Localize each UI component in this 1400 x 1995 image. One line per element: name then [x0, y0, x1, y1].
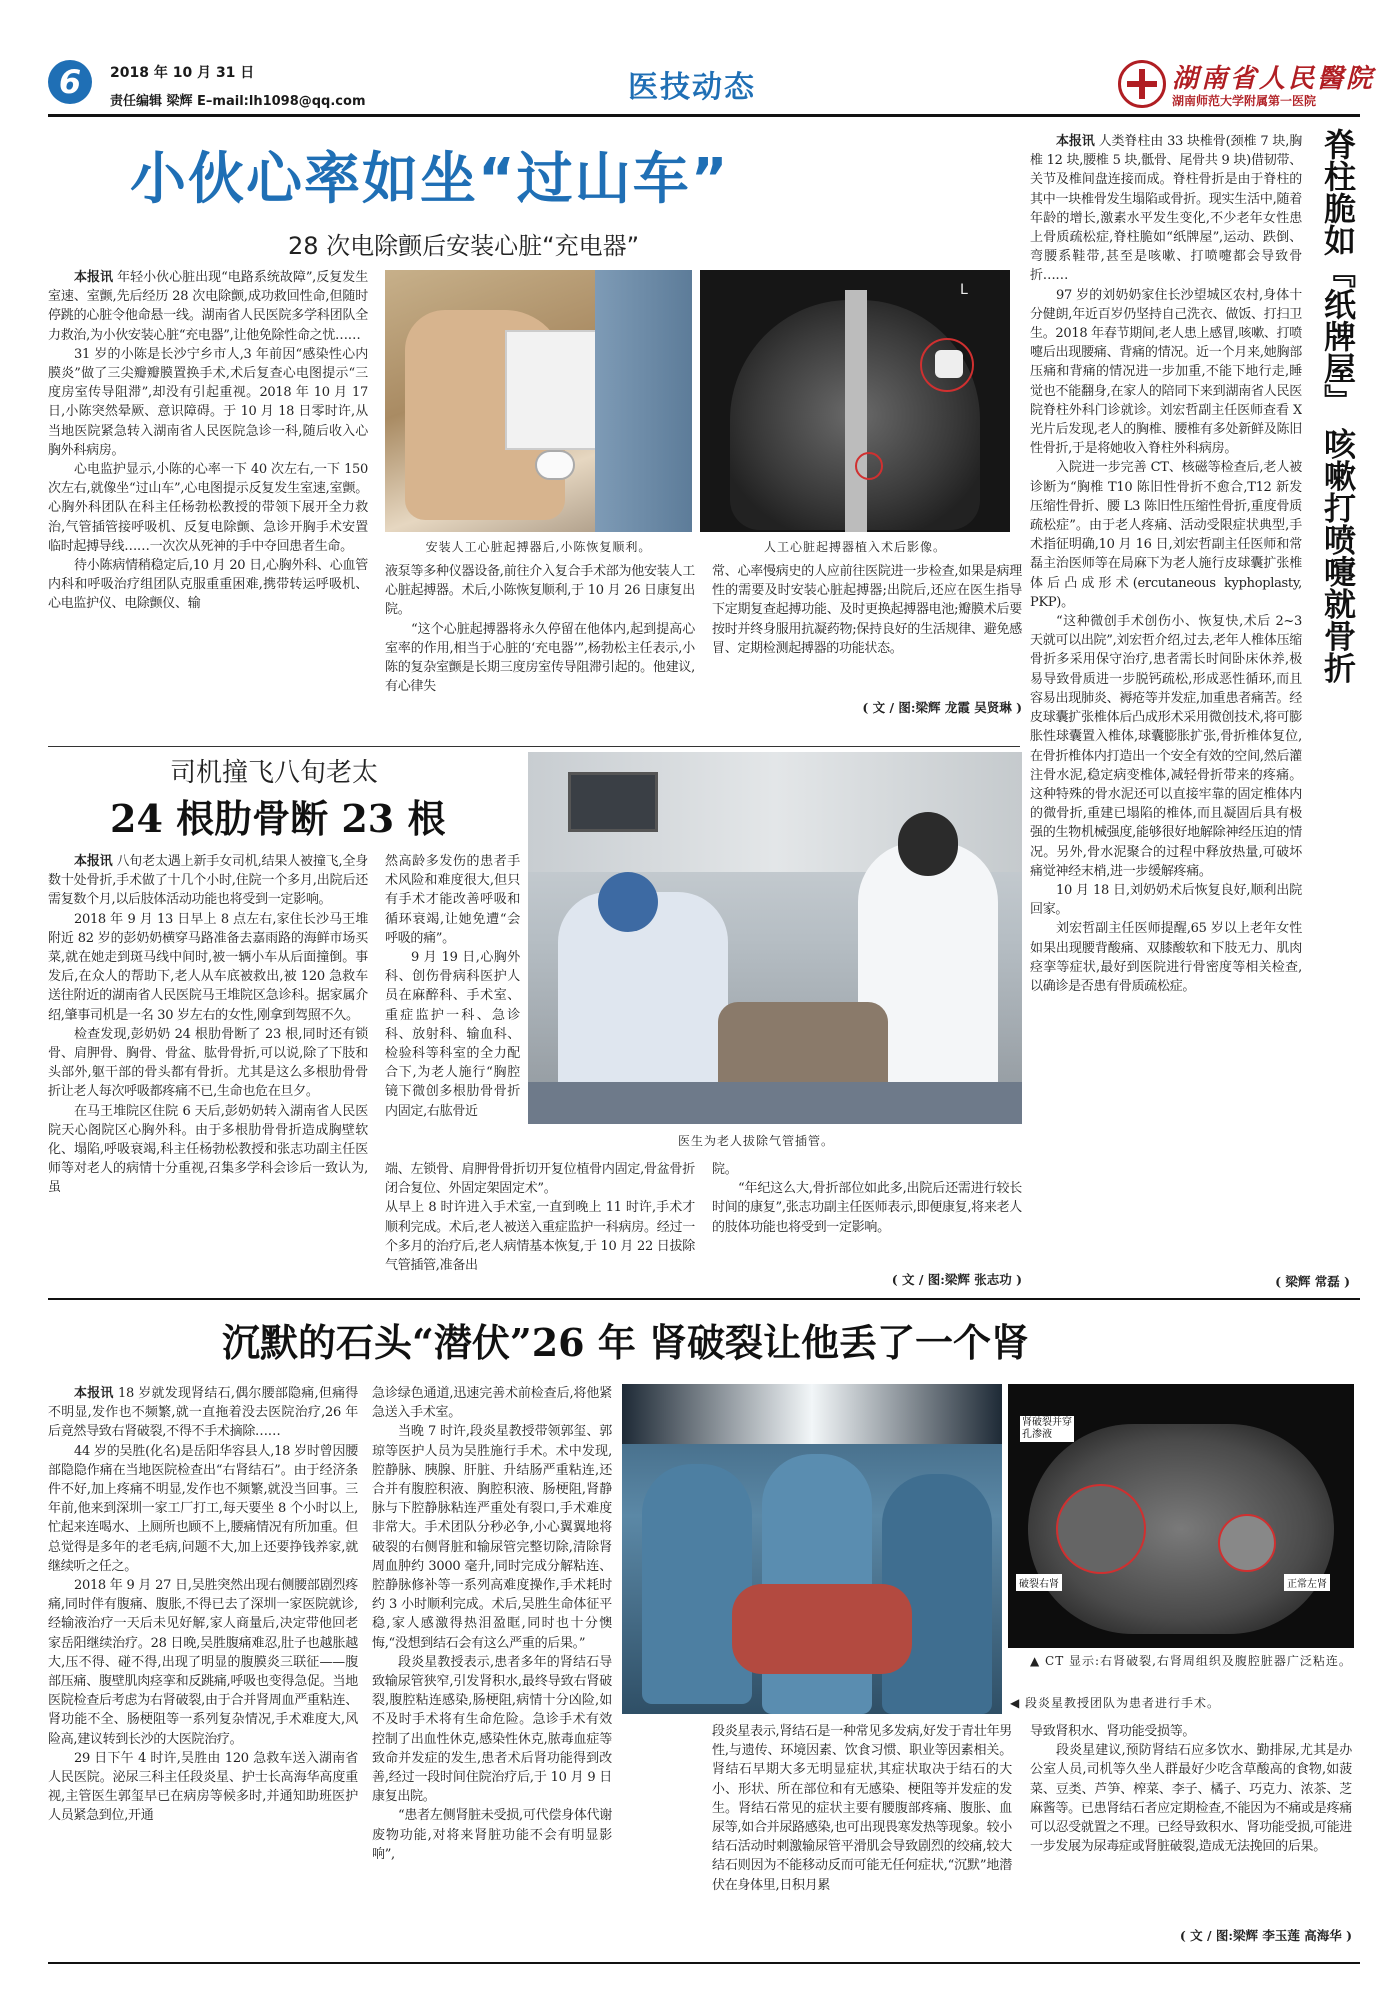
article4-p6: 刘宏哲副主任医师提醒,65 岁以上老年女性如果出现腰背酸痛、双膝酸软和下肢无力、肌肉痉挛等症状,最好到医院进行骨密度等相关检查,以确诊是否患有骨质疏松症。: [1030, 921, 1302, 994]
article2-col3: [712, 1160, 1022, 1272]
article3-p8: “患者左侧肾脏未受损,可代偿身体代谢废物功能,对将来肾脏功能不会有明显影响”,: [372, 1808, 612, 1862]
article2-col2-wide: [385, 1160, 695, 1286]
section-title: 医技动态: [628, 70, 756, 105]
article1-col3: [712, 562, 1022, 700]
article1-photo-xray-caption: 人工心脏起搏器植入术后影像。: [763, 540, 946, 554]
article2-p3: 检查发现,彭奶奶 24 根肋骨断了 23 根,同时还有锁骨、肩胛骨、胸骨、骨盆、肱骨骨折,可以说,除了下肢和头部外,躯干部的骨头都有骨折。尤其是这么多根肋骨骨折让老人每次呼吸都疼痛不已,生命也危在旦夕。: [48, 1026, 368, 1100]
page-header: [0, 0, 1400, 109]
article2-p8: 院。: [712, 1162, 738, 1177]
article3-col1: [48, 1384, 358, 1956]
xray-marker: L: [960, 282, 968, 298]
editor-info: 责任编辑 梁辉 E–mail:lh1098@qq.com: [110, 94, 366, 109]
article2-photo-caption: 医生为老人拔除气管插管。: [678, 1134, 835, 1148]
article4-body: [1030, 132, 1302, 1276]
article1-lead: 本报讯: [74, 270, 114, 285]
article4-p2: 97 岁的刘奶奶家住长沙望城区农村,身体十分健朗,年近百岁仍坚持自己洗衣、做饭、打扫卫生。2018 年春节期间,老人患上感冒,咳嗽、打喷嚏后出现腰痛、背痛的情况。近一个月来,她胸部压痛和背痛的情况进一步加重,不能下地行走,睡觉也不能翻身,在家人的陪同下来到湖南省人民医院脊柱外科门诊就诊。刘宏哲副主任医师查看 X 光片后发现,老人的胸椎、腰椎有多处新鲜及陈旧性骨折,于是将她收入脊柱外科病房。: [1030, 287, 1302, 457]
article1-byline: ( 文 / 图:梁辉 龙霞 吴贤琳 ): [862, 700, 1022, 715]
article3-byline: ( 文 / 图:梁辉 李玉莲 高海华 ): [1179, 1928, 1352, 1943]
paper-name: 湖南省人民醫院: [1172, 64, 1376, 94]
article2-col1: [48, 852, 368, 1286]
article4-title: [1310, 128, 1356, 738]
hospital-logo-icon: [1118, 60, 1166, 108]
article3-photo-surgery-caption: ◀ 段炎星教授团队为患者进行手术。: [1010, 1696, 1221, 1710]
page-number: 6: [58, 63, 82, 101]
article4-p1: 人类脊柱由 33 块椎骨(颈椎 7 块,胸椎 12 块,腰椎 5 块,骶骨、尾骨共 9 块)借韧带、关节及椎间盘连接而成。脊柱骨折是由于脊柱的其中一块椎骨发生塌陷或骨折。现实生活中,随着年龄的增长,激素水平发生变化,不少老年女性患上骨质疏松症,脊柱脆如“纸牌屋”,运动、跌倒、弯腰系鞋带,甚至是咳嗽、打喷嚏都会导致骨折……: [1030, 134, 1302, 284]
article3-title: 沉默的石头“潜伏”26 年 肾破裂让他丢了一个肾: [222, 1320, 1030, 1365]
article3-col3: [712, 1722, 1012, 1958]
divider-2: [48, 1298, 1360, 1300]
article2-p2: 2018 年 9 月 13 日早上 8 点左右,家住长沙马王堆附近 82 岁的彭奶奶横穿马路准备去嘉雨路的海鲜市场买菜,就在她走到斑马线中间时,被一辆小车从后面撞倒。事发后,在众人的帮助下,老人从车底被救出,被 120 急救车送往附近的湖南省人民医院马王堆院区急诊科。据家属介绍,肇事司机是一名 30 岁左右的女性,刚拿到驾照不久。: [48, 911, 368, 1023]
article2-p4: 在马王堆院区住院 6 天后,彭奶奶转入湖南省人民医院天心阁院区心胸外科。由于多根肋骨骨折造成胸壁软化、塌陷,呼吸衰竭,科主任杨勃松教授和张志功副主任医师等对老人的病情十分重视,召集多学科会诊后一致认为,虽: [48, 1103, 368, 1196]
hospital-name: 湖南师范大学附属第一医院: [1172, 94, 1317, 108]
article3-col4: [1030, 1722, 1352, 1922]
article4-p5: 10 月 18 日,刘奶奶术后恢复良好,顺利出院回家。: [1030, 882, 1302, 918]
article3-p11: 段炎星建议,预防肾结石应多饮水、勤排尿,尤其是办公室人员,司机等久坐人群最好少吃含草酸高的食物,如菠菜、豆类、芦笋、榨菜、李子、橘子、巧克力、浓茶、芝麻酱等。已患肾结石者应定期检查,不能因为不痛或是疼痛可以忍受就置之不理。已经导致积水、肾功能受损,可能进一步发展为尿毒症或肾脏破裂,造成无法挽回的后果。: [1030, 1743, 1352, 1855]
article3-photo-surgery: [622, 1384, 1002, 1714]
article1-p5: 液泵等多种仪器设备,前往介入复合手术部为他安装人工心脏起搏器。术后,小陈恢复顺利,于 10 月 26 日康复出院。: [385, 564, 695, 618]
article1-subtitle: 28 次电除颤后安装心脏“充电器”: [288, 232, 640, 260]
article3-p9: 段炎星表示,肾结石是一种常见多发病,好发于青壮年男性,与遗传、环境因素、饮食习惯、职业等因素相关。肾结石早期大多无明显症状,其症状取决于结石的大小、形状、所在部位和有无感染、梗阻等并发症的发生。肾结石常见的症状主要有腰腹部疼痛、腹胀、血尿等,如合并尿路感染,也可出现畏寒发热等现象。较小结石活动时刺激输尿管平滑肌会导致剧烈的绞痛,较大结石则因为不能移动反而可能无任何症状,“沉默”地潜伏在身体里,日积月累: [712, 1724, 1012, 1893]
article3-col2: [372, 1384, 612, 1956]
article2-photo: [528, 752, 1022, 1124]
article4-p3: 入院进一步完善 CT、核磁等检查后,老人被诊断为“胸椎 T10 陈旧性骨折不愈合,T12 新发压缩性骨折、腰 L3 陈旧性压缩性骨折,重度骨质疏松症”。由于老人疼痛、活动受限症状典型,手术指征明确,10 月 16 日,刘宏哲副主任医师和常磊主治医师等在局麻下为老人施行皮球囊扩张椎体后凸成形术(ercutaneous kyphoplasty, PKP)。: [1030, 460, 1302, 610]
article2-byline: ( 文 / 图:梁辉 张志功 ): [891, 1272, 1022, 1287]
article2-lead: 本报讯: [74, 854, 113, 869]
divider-1: [48, 746, 1020, 747]
article2-kicker: 司机撞飞八旬老太: [170, 758, 379, 788]
ct-label-rupture: 肾破裂并穿孔渗液: [1022, 1417, 1072, 1440]
article3-p2: 44 岁的吴胜(化名)是岳阳华容县人,18 岁时曾因腰部隐隐作痛在当地医院检查出“右肾结石”。由于经济条件不好,加上疼痛不明显,发作也不频繁,就没当回事。三年前,他来到深圳一家工厂打工,每天要坐 8 个小时以上,忙起来连喝水、上厕所也顾不上,腰痛情况有所加重。但总觉得是多年的老毛病,问题不大,加上还要挣钱养家,就继续听之任之。: [48, 1443, 358, 1574]
article1-col2: [385, 562, 695, 716]
article3-p1: 18 岁就发现肾结石,偶尔腰部隐痛,但痛得不明显,发作也不频繁,就一直拖着没去医院治疗,26 年后竟然导致右肾破裂,不得不手术摘除……: [48, 1386, 358, 1440]
article4-title-text: 脊柱脆如『纸牌屋』 咳嗽打喷嚏就骨折: [1319, 128, 1357, 684]
article1-p4: 待小陈病情稍稳定后,10 月 20 日,心胸外科、心血管内科和呼吸治疗组团队克服重重困难,携带转运呼吸机、心电监护仪、电除颤仪、输: [48, 558, 368, 612]
article1-p3: 心电监护显示,小陈的心率一下 40 次左右,一下 150 次左右,就像坐“过山车”,心电图提示反复发生室速,室颤。心胸外科团队在科主任杨勃松教授的带领下展开全力救治,气管插管接呼吸机、反复电除颤、急诊开胸手术安置临时起搏导线……一次次从死神的手中夺回患者生命。: [48, 462, 368, 554]
article1-p2: 31 岁的小陈是长沙宁乡市人,3 年前因“感染性心内膜炎”做了三尖瓣瓣膜置换手术,术后复查心电图提示“三度房室传导阻滞”,却没有引起重视。2018 年 10 月 17 日,小陈突然晕厥、意识障碍。于 10 月 18 日零时许,从当地医院紧急转入湖南省人民医院急诊一科,随后收入心胸外科病房。: [48, 346, 368, 458]
article1-photo-patient-caption: 安装人工心脏起搏器后,小陈恢复顺利。: [425, 540, 652, 554]
article1-photo-patient: [385, 270, 692, 532]
article1-photo-xray: [700, 270, 1010, 532]
article2-p5: 然高龄多发伤的患者手术风险和难度很大,但只有手术才能改善呼吸和循环衰竭,让她免遭“会呼吸的痛”。: [385, 854, 520, 946]
article3-photo-ct: [1008, 1384, 1354, 1648]
article2-title: 24 根肋骨断 23 根: [110, 796, 446, 841]
article1-col1: [48, 268, 368, 750]
article1-title: 小伙心率如坐“过山车”: [130, 147, 730, 212]
page-number-badge: [48, 60, 92, 104]
article3-lead: 本报讯: [74, 1386, 114, 1401]
article1-p7: 常、心率慢病史的人应前往医院进一步检查,如果是病理性的需要及时安装心脏起搏器;出院后,还应在医生指导下定期复查起搏功能、及时更换起搏器电池;瓣膜术后要按时并终身服用抗凝药物;保持良好的生活规律、避免感冒、定期检测起搏器的功能状态。: [712, 564, 1022, 656]
article1-p6: “这个心脏起搏器将永久停留在他体内,起到提高心室率的作用,相当于心脏的‘充电器’”,杨勃松主任表示,小陈的复杂室颤是长期三度房室传导阻滞引起的。他建议,有心律失: [385, 621, 695, 695]
article2-p6: 9 月 19 日,心胸外科、创伤骨病科医护人员在麻醉科、手术室、重症监护一科、急诊科、放射科、输血科、检验科等科室的全力配合下,为老人施行“胸腔镜下微创多根肋骨骨折内固定,右肱骨近: [385, 950, 520, 1119]
article3-p7: 段炎星教授表示,患者多年的肾结石导致输尿管狭窄,引发肾积水,最终导致右肾破裂,腹腔粘连感染,肠梗阻,病情十分凶险,如不及时手术将有生命危险。急诊手术有效控制了出血性休克,感染性休克,脓毒血症等致命并发症的发生,患者术后肾功能得到改善,经过一段时间住院治疗后,于 10 月 9 日康复出院。: [372, 1654, 612, 1805]
ct-label-right-kidney: 破裂右肾: [1016, 1574, 1062, 1591]
article3-p3: 2018 年 9 月 27 日,吴胜突然出现右侧腰部剧烈疼痛,同时伴有腹痛、腹胀,不得已去了深圳一家医院就诊,经输液治疗一天后未见好解,家人商量后,决定带他回老家岳阳继续治疗。28 日晚,吴胜腹痛难忍,肚子也越胀越大,压不得、碰不得,出现了明显的腹膜炎三联征——腹部压痛、腹壁肌肉痉挛和反跳痛,呼吸也变得急促。当地医院检查后考虑为右肾破裂,由于合并肾周血严重粘连、肾功能不全、肠梗阻等一系列复杂情况,手术难度大,风险高,建议转到长沙的大医院治疗。: [48, 1578, 358, 1747]
article4-p4: “这种微创手术创伤小、恢复快,术后 2~3 天就可以出院”,刘宏哲介绍,过去,老年人椎体压缩骨折多采用保守治疗,患者需长时间卧床休养,极易导致骨质进一步脱钙疏松,形成恶性循环,而且容易出现肺炎、褥疮等并发症,加重患者痛苦。经皮球囊扩张椎体后凸成形术采用微创技术,将可膨胀性球囊置入椎体,球囊膨胀扩张,骨折椎体复位,在骨折椎体内打造出一个安全有效的空间,然后灌注骨水泥,稳定病变椎体,减轻骨折带来的疼痛。这种特殊的骨水泥还可以直接牢靠的固定椎体内的微骨折,重建已塌陷的椎体,而且凝固后具有极强的生物机械强度,能够很好地解除神经压迫的情况。另外,骨水泥聚合的过程中释放热量,可破坏痛觉神经末梢,进一步缓解疼痛。: [1030, 614, 1302, 879]
article2-p9: “年纪这么大,骨折部位如此多,出院后还需进行较长时间的康复”,张志功副主任医师表示,即便康复,将来老人的肢体功能也将受到一定影响。: [712, 1181, 1022, 1235]
article3-p6: 当晚 7 时许,段炎星教授带领郭玺、郭琼等医护人员为吴胜施行手术。术中发现,腔静脉、胰腺、肝脏、升结肠严重粘连,还合并有腹腔积液、胸腔积液、肠梗阻,肾静脉与下腔静脉粘连严重处有裂口,手术难度非常大。手术团队分秒必争,小心翼翼地将破裂的右侧肾脏和输尿管完整切除,清除肾周血肿约 3000 毫升,同时完成分解粘连、腔静脉修补等一系列高难度操作,手术耗时约 3 小时顺利完成。术后,吴胜生命体征平稳,家人感激得热泪盈眶,同时也十分懊悔,“没想到结石会有这么严重的后果。”: [372, 1424, 612, 1651]
article2-p6b: 端、左锁骨、肩胛骨骨折切开复位植骨内固定,骨盆骨折闭合复位、外固定架固定术”。: [385, 1162, 695, 1197]
article3-p4: 29 日下午 4 时许,吴胜由 120 急救车送入湖南省人民医院。泌尿三科主任段炎星、护士长高海华高度重视,主管医生郭玺早已在病房等候多时,并通知助班医护人员紧急到位,开通: [48, 1750, 358, 1824]
article4-lead: 本报讯: [1056, 134, 1095, 149]
article3-photo-ct-caption: ▲ CT 显示:右肾破裂,右肾周组织及腹腔脏器广泛粘连。: [1030, 1654, 1352, 1668]
article2-col2-narrow: [385, 852, 520, 1162]
footer-rule: [48, 1962, 1360, 1964]
article2-p7: 从早上 8 时许进入手术室,一直到晚上 11 时许,手术才顺利完成。术后,老人被送入重症监护一科病房。经过一个多月的治疗后,老人病情基本恢复,于 10 月 22 日拔除气管插管,准备出: [385, 1200, 695, 1274]
header-rule: [48, 114, 1360, 117]
article2-p1: 八旬老太遇上新手女司机,结果人被撞飞,全身数十处骨折,手术做了十几个小时,住院一个多月,出院后还需复数个月,以后肢体活动功能也将受到一定影响。: [48, 854, 368, 908]
article1-p1: 年轻小伙心脏出现“电路系统故障”,反复发生室速、室颤,先后经历 28 次电除颤,成功救回性命,但随时停跳的心脏令他命悬一线。湖南省人民医院多学科团队全力救治,为小伙安装心脏“充电器”,让他免除性命之忧……: [48, 270, 368, 343]
article4-byline: ( 梁辉 常磊 ): [1275, 1274, 1350, 1289]
article3-p10: 导致肾积水、肾功能受损等。: [1030, 1724, 1196, 1739]
issue-date: 2018 年 10 月 31 日: [110, 65, 255, 81]
article3-p5: 急诊绿色通道,迅速完善术前检查后,将他紧急送入手术室。: [372, 1386, 612, 1421]
ct-label-left-kidney: 正常左肾: [1284, 1574, 1330, 1591]
